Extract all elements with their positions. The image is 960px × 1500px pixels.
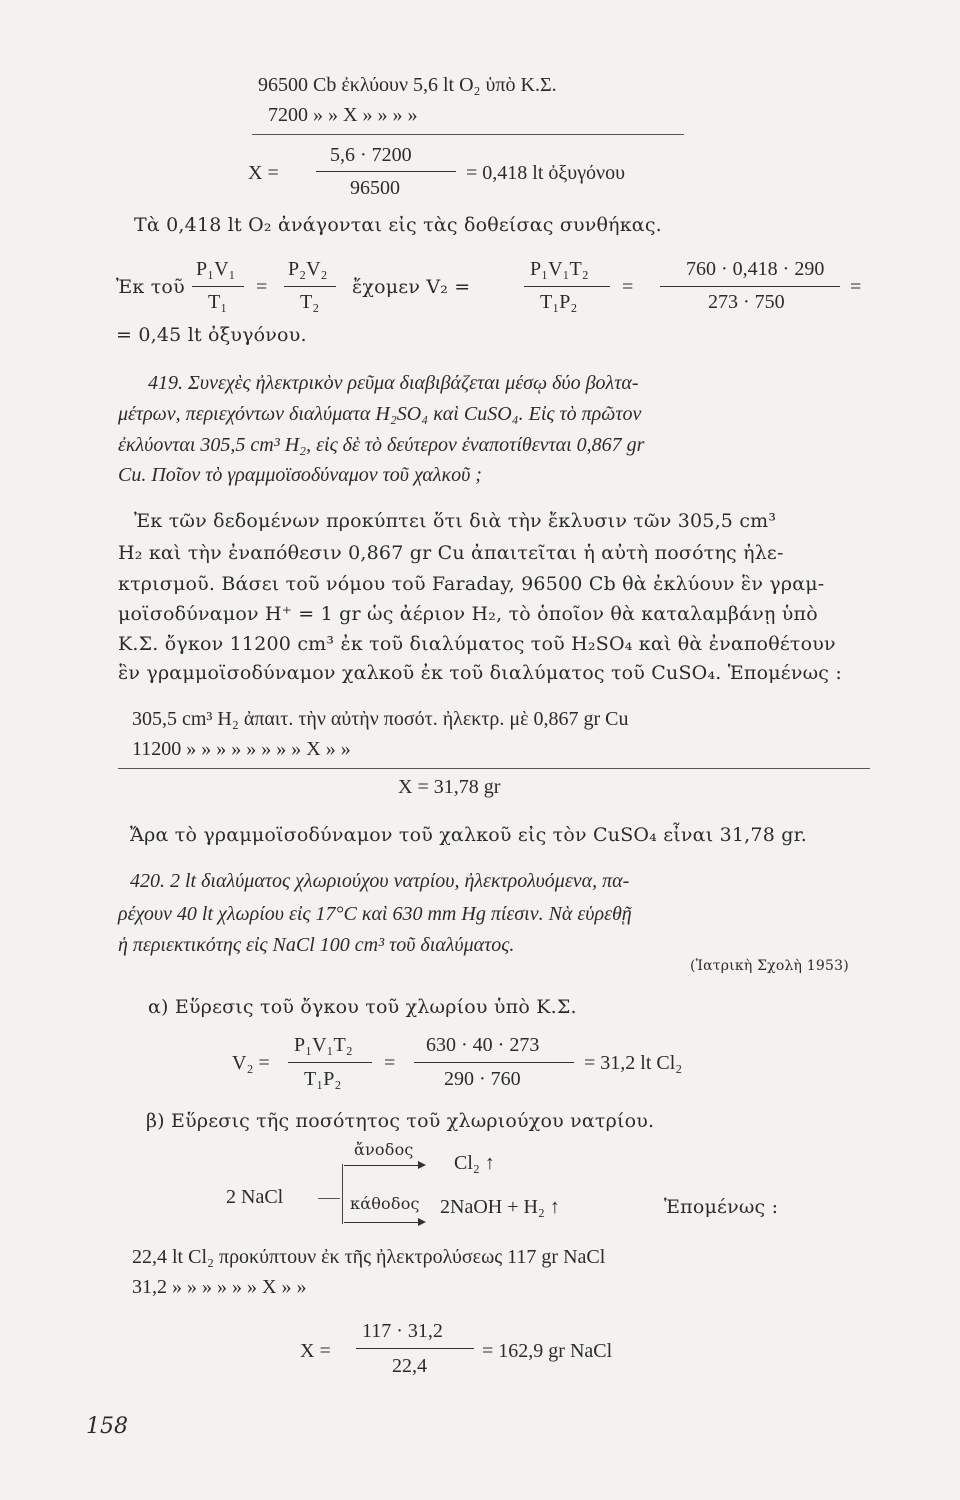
part-a-frac1-num: P₁V₁T₂	[294, 1034, 353, 1056]
problem-419-line-1: 419. Συνεχὲς ἠλεκτρικὸν ρεῦμα διαβιβάζεται μέσῳ δύο βολτα-	[148, 372, 639, 394]
reaction-bracket	[342, 1164, 343, 1224]
solution-419-line-6: ἓν γραμμοϊσοδύναμον χαλκοῦ ἐκ τοῦ διαλύματος τοῦ CuSO₄. Ἑπομένως :	[118, 662, 842, 684]
cathode-label: κάθοδος	[350, 1194, 420, 1213]
reaction-reactant: 2 NaCl	[226, 1186, 284, 1208]
problem-420-line-3: ἡ περιεκτικότης εἰς NaCl 100 cm³ τοῦ διαλύματος.	[118, 934, 515, 956]
gas-law-frac1-num: P₁V₁	[196, 258, 236, 280]
gas-law-frac1-den: T₁	[208, 291, 228, 313]
ratio-result: X = 31,78 gr	[398, 776, 501, 798]
ratio-line-1: 305,5 cm³ H₂ ἀπαιτ. τὴν αὐτὴν ποσότ. ἠλεκτρ. μὲ 0,867 gr Cu	[132, 708, 629, 730]
gas-law-frac3-den: T₁P₂	[540, 291, 578, 313]
conclusion-419: Ἄρα τὸ γραμμοϊσοδύναμον τοῦ χαλκοῦ εἰς τὸν CuSO₄ εἶναι 31,78 gr.	[130, 824, 808, 846]
equals-sign: =	[850, 276, 862, 298]
gas-law-result: = 0,45 lt ὀξυγόνου.	[116, 324, 307, 346]
gas-law-frac4-num: 760 · 0,418 · 290	[686, 258, 825, 280]
ratio-rule	[118, 768, 870, 769]
reduction-sentence: Τὰ 0,418 lt O₂ ἀνάγονται εἰς τὰς δοθείσας συνθήκας.	[134, 214, 662, 236]
part-a-frac1-den: T₁P₂	[304, 1068, 342, 1090]
gas-law-frac2-den: T₂	[300, 291, 320, 313]
problem-420-line-2: ρέχουν 40 lt χλωρίου εἰς 17°C καὶ 630 mm Hg πίεσιν. Νὰ εὑρεθῇ	[118, 903, 632, 925]
problem-420-line-1: 420. 2 lt διαλύματος χλωριούχου νατρίου, ἠλεκτρολυόμενα, πα-	[130, 870, 630, 892]
gas-law-frac2-num: P₂V₂	[288, 258, 328, 280]
proportion-rule	[252, 134, 684, 135]
part-a-lhs: V₂ =	[232, 1052, 270, 1074]
solution-419-line-5: Κ.Σ. ὄγκον 11200 cm³ ἐκ τοῦ διαλύματος τοῦ H₂SO₄ καὶ θὰ ἐναποθέτουν	[118, 633, 836, 655]
part-a-frac2-den: 290 · 760	[444, 1068, 521, 1090]
solution-419-line-1: Ἐκ τῶν δεδομένων προκύπτει ὅτι διὰ τὴν ἔκλυσιν τῶν 305,5 cm³	[134, 510, 777, 532]
part-b-heading: β) Εὕρεσις τῆς ποσότητος τοῦ χλωριούχου νατρίου.	[146, 1110, 655, 1132]
page-number: 158	[86, 1414, 128, 1439]
anode-label: ἄνοδος	[354, 1140, 414, 1159]
gas-law-prefix: Ἐκ τοῦ	[116, 276, 185, 298]
result-x-lhs: X =	[248, 162, 279, 184]
proportion-line-1: 96500 Cb ἐκλύουν 5,6 lt O₂ ὑπὸ Κ.Σ.	[258, 74, 557, 96]
solution-419-line-2: H₂ καὶ τὴν ἐναπόθεσιν 0,867 gr Cu ἀπαιτεῖται ἡ αὐτὴ ποσότης ἠλε-	[118, 542, 784, 564]
final-x-numerator: 117 · 31,2	[362, 1320, 443, 1342]
fraction-bar	[192, 286, 244, 287]
part-a-result: = 31,2 lt Cl₂	[584, 1052, 683, 1074]
problem-419-line-4: Cu. Ποῖον τὸ γραμμοϊσοδύναμον τοῦ χαλκοῦ ;	[118, 464, 482, 486]
final-x-result: = 162,9 gr NaCl	[482, 1340, 613, 1362]
reaction-connector	[318, 1198, 340, 1199]
cathode-arrow	[344, 1222, 424, 1223]
solution-419-line-4: μοϊσοδύναμον H⁺ = 1 gr ὡς ἀέριον H₂, τὸ ὁποῖον θὰ καταλαμβάνῃ ὑπὸ	[118, 603, 818, 625]
proportion-line-2: 7200 » » X » » » »	[268, 104, 418, 126]
equals-sign: =	[384, 1052, 396, 1074]
result-x-numerator: 5,6 · 7200	[330, 144, 412, 166]
problem-419-line-3: ἐκλύονται 305,5 cm³ H₂, εἰς δὲ τὸ δεύτερον ἐναποτίθενται 0,867 gr	[118, 434, 645, 456]
result-x-denominator: 96500	[350, 177, 400, 199]
cathode-products: 2NaOH + H₂ ↑	[440, 1196, 560, 1218]
chlorine-ratio-line-1: 22,4 lt Cl₂ προκύπτουν ἐκ τῆς ἠλεκτρολύσεως 117 gr NaCl	[132, 1246, 606, 1268]
part-a-heading: α) Εὕρεσις τοῦ ὄγκου τοῦ χλωρίου ὑπὸ Κ.Σ.	[148, 996, 577, 1018]
anode-arrow	[344, 1165, 424, 1166]
chlorine-ratio-line-2: 31,2 » » » » » » X » »	[132, 1276, 307, 1298]
reaction-followup: Ἑπομένως :	[664, 1196, 779, 1218]
gas-law-frac3-num: P₁V₁T₂	[530, 258, 589, 280]
fraction-bar	[288, 1062, 372, 1063]
fraction-bar	[524, 286, 610, 287]
result-x-rhs: = 0,418 lt ὀξυγόνου	[466, 162, 625, 184]
part-a-frac2-num: 630 · 40 · 273	[426, 1034, 540, 1056]
gas-law-middle: ἔχομεν V₂ =	[352, 276, 471, 298]
equals-sign: =	[256, 276, 268, 298]
fraction-bar	[414, 1062, 574, 1063]
fraction-bar	[660, 286, 840, 287]
problem-420-source: (Ἰατρικὴ Σχολὴ 1953)	[690, 958, 849, 974]
fraction-bar	[356, 1348, 474, 1349]
gas-law-frac4-den: 273 · 750	[708, 291, 785, 313]
problem-419-line-2: μέτρων, περιεχόντων διαλύματα H₂SO₄ καὶ CuSO₄. Εἰς τὸ πρῶτον	[118, 403, 642, 425]
fraction-bar	[316, 171, 456, 172]
final-x-denominator: 22,4	[392, 1355, 427, 1377]
solution-419-line-3: κτρισμοῦ. Βάσει τοῦ νόμου τοῦ Faraday, 96500 Cb θὰ ἐκλύουν ἓν γραμ-	[118, 573, 825, 595]
anode-product: Cl₂ ↑	[454, 1152, 495, 1174]
fraction-bar	[284, 286, 336, 287]
equals-sign: =	[622, 276, 634, 298]
final-x-lhs: X =	[300, 1340, 331, 1362]
ratio-line-2: 11200 » » » » » » » » X » »	[132, 738, 351, 760]
